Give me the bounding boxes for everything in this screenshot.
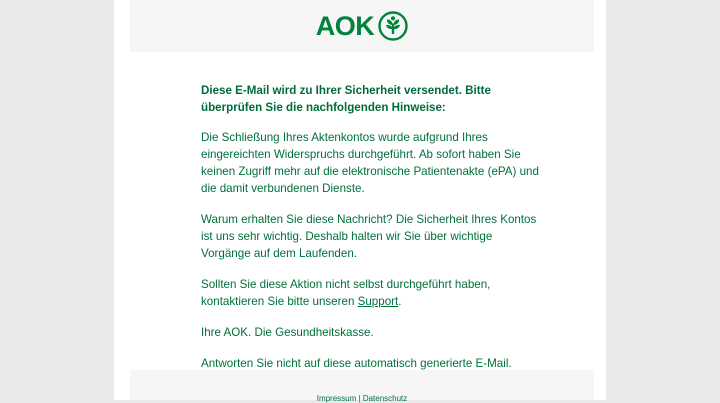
support-paragraph xyxy=(201,276,541,310)
support-link[interactable]: Support xyxy=(357,295,399,308)
email-body xyxy=(201,82,541,386)
impressum-link[interactable]: Impressum xyxy=(316,394,357,403)
datenschutz-link[interactable]: Datenschutz xyxy=(362,394,408,403)
aok-logo xyxy=(316,11,409,41)
email-footer xyxy=(130,370,594,403)
intro-text: Diese E-Mail wird zu Ihrer Sicherheit versendet. Bitte überprüfen Sie die nachfolgenden Hinweise: xyxy=(201,84,491,114)
support-paragraph-end: . xyxy=(398,295,402,308)
footer-links xyxy=(130,394,594,403)
aok-tree-icon xyxy=(378,11,408,41)
signoff-text: Ihre AOK. Die Gesundheitskasse. xyxy=(201,326,374,339)
support-paragraph-text: Sollten Sie diese Aktion nicht selbst durchgeführt haben, kontaktieren Sie bitte unseren xyxy=(201,278,491,308)
reason-paragraph: Warum erhalten Sie diese Nachricht? Die Sicherheit Ihres Kontos ist uns sehr wichtig. Deshalb halten wir Sie über wichtige Vorgänge auf dem Laufenden. xyxy=(201,213,537,260)
no-reply-notice: Antworten Sie nicht auf diese automatisch generierte E-Mail. xyxy=(201,357,512,370)
footer-separator: | xyxy=(356,394,363,403)
email-header xyxy=(130,0,594,52)
closure-paragraph: Die Schließung Ihres Aktenkontos wurde aufgrund Ihres eingereichten Widerspruchs durchgeführt. Ab sofort haben Sie keinen Zugriff mehr auf die elektronische Patientenakte (ePA) und die damit verbundenen Dienste. xyxy=(201,131,539,195)
logo-text: AOK xyxy=(315,10,375,41)
